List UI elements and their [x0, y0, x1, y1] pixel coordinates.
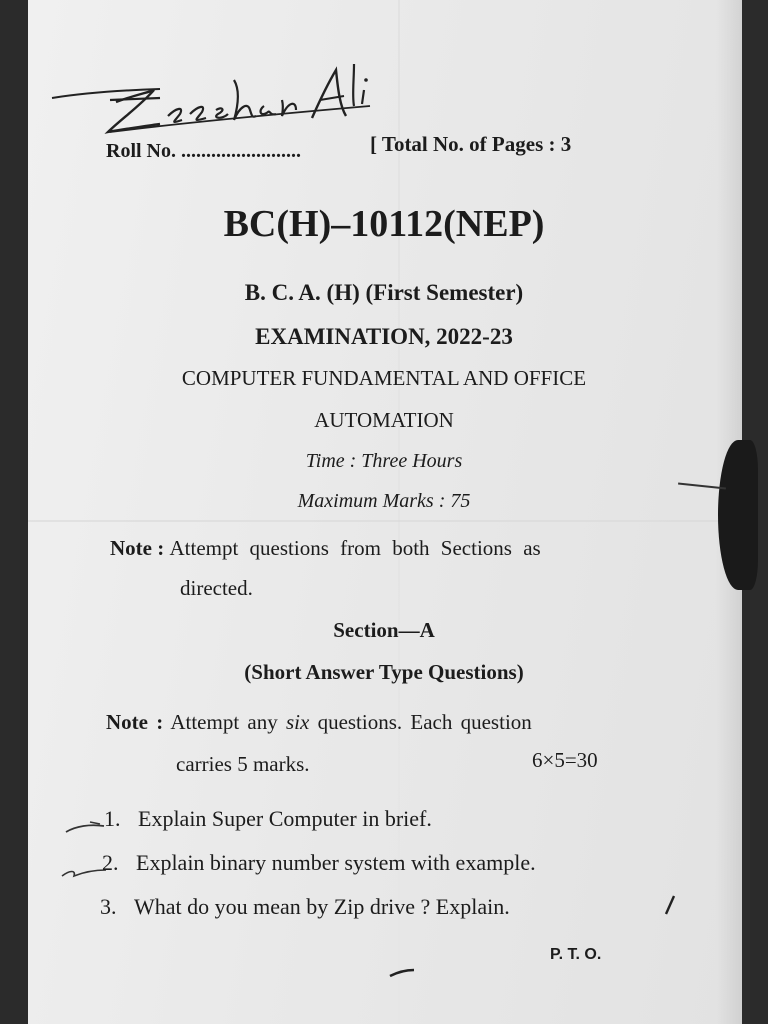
- section-title: Section—A: [333, 618, 435, 642]
- subject-title-line2: AUTOMATION: [314, 408, 454, 432]
- question-text: What do you mean by Zip drive ? Explain.: [134, 894, 510, 919]
- note-label: Note :: [110, 536, 165, 560]
- section-subtitle: (Short Answer Type Questions): [244, 660, 524, 684]
- note-text-emphasis: six: [285, 710, 310, 734]
- note-section-a: [106, 710, 532, 735]
- note-text-continued: directed.: [180, 576, 253, 600]
- question-text: Explain Super Computer in brief.: [138, 806, 432, 831]
- total-pages-label: [ Total No. of Pages : 3: [370, 132, 572, 156]
- question-text: Explain binary number system with example.: [136, 850, 536, 875]
- question-2: [102, 850, 536, 876]
- handwritten-stroke: [660, 894, 680, 918]
- note-marks-line: carries 5 marks.: [176, 752, 310, 776]
- please-turn-over: P. T. O.: [550, 946, 602, 963]
- question-number: 2.: [102, 850, 119, 875]
- subject-title-line1: COMPUTER FUNDAMENTAL AND OFFICE: [181, 366, 587, 390]
- course-title: B. C. A. (H) (First Semester): [244, 280, 524, 305]
- note-text-post: questions. Each question: [317, 710, 532, 734]
- maximum-marks: Maximum Marks : 75: [297, 490, 471, 512]
- handwritten-stroke: [388, 962, 418, 982]
- note-general: [110, 536, 541, 561]
- question-1: [104, 806, 432, 832]
- paper-fold-horizontal: [28, 520, 742, 522]
- note-text-pre: Attempt any: [170, 710, 278, 734]
- roll-number-label: Roll No. ........................: [106, 140, 301, 162]
- question-number: 3.: [100, 894, 117, 919]
- exam-duration: Time : Three Hours: [305, 450, 463, 472]
- question-number: 1.: [104, 806, 121, 831]
- question-3: [100, 894, 510, 920]
- handwritten-signature: [50, 40, 380, 140]
- paper-code: BC(H)–10112(NEP): [223, 203, 545, 245]
- note-text: Attempt questions from both Sections as: [169, 536, 541, 560]
- exam-title: EXAMINATION, 2022-23: [255, 324, 513, 349]
- marks-distribution: 6×5=30: [532, 748, 598, 772]
- note-label: Note :: [106, 710, 164, 734]
